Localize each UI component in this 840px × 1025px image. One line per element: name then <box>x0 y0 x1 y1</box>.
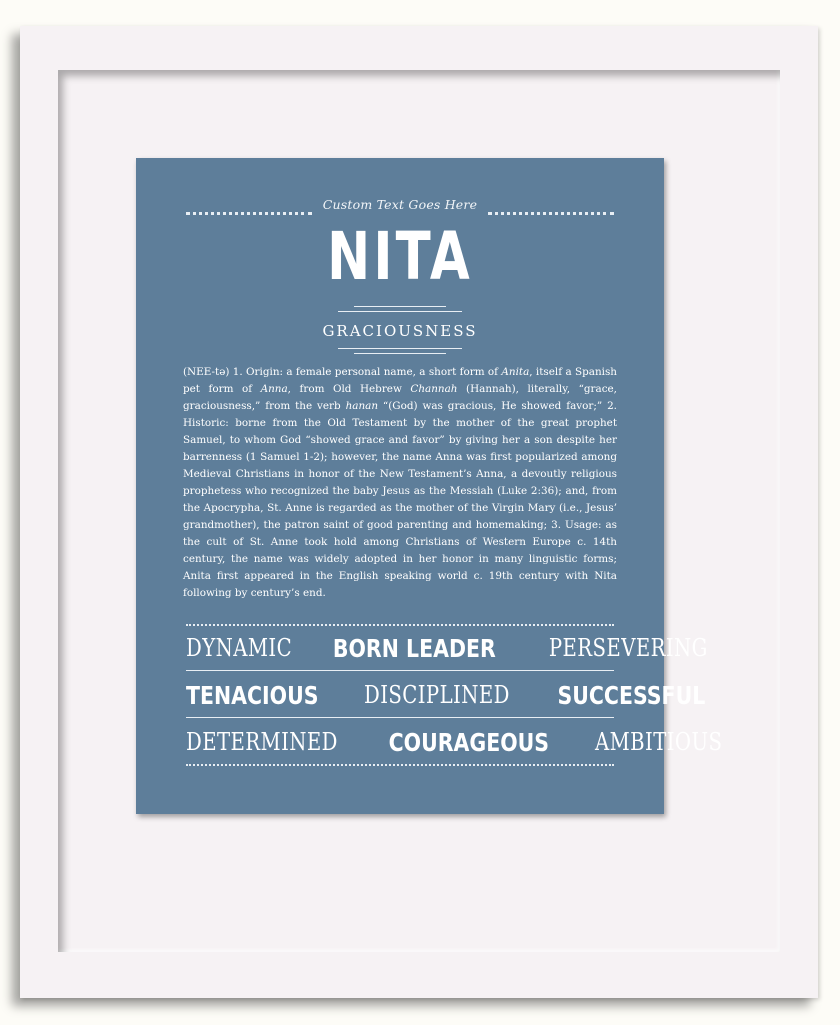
dotted-divider-traits-bottom <box>186 764 614 766</box>
definition-segment: (Hannah), literally, “grace, graciousness,” from the verb <box>183 383 617 412</box>
trait-word: COURAGEOUS <box>388 727 550 757</box>
custom-text: Custom Text Goes Here <box>322 197 478 212</box>
trait-word: BORN LEADER <box>333 633 497 663</box>
trait-word: DYNAMIC <box>186 634 293 662</box>
definition-segment: , from Old Hebrew <box>287 383 411 395</box>
definition-segment: Channah <box>410 383 458 395</box>
definition-segment: “(God) was gracious, He showed favor;” 2. Historic: borne from the Old Testament by the mother of the great prophet Samuel, to whom God “showed grace and favor” by giving her a son despite her barrenness (1 Samuel 1-2); however, the name Anna was first popularized among Medieval Christians in honor of the New Testament’s Anna, a devoutly religious prophetess who recognized the baby Jesus as the Messiah (Luke 2:36); and, from the Apocrypha, St. Anne is regarded as the mother of the Virgin Mary (i.e., Jesus’ grandmother), the patron saint of good parenting and homemaking; 3. Usage: as the cult of St. Anne took hold among Christians of Western Europe c. 14th century, the name was widely adopted in her honor in many linguistic forms; Anita first appeared in the English speaking world c. 19th century with Nita following by century’s end. <box>183 400 617 599</box>
dotted-divider-left <box>186 212 312 215</box>
rule-below-meaning <box>338 348 462 349</box>
trait-word: DETERMINED <box>186 728 338 756</box>
definition-segment: (NEE-tə) 1. Origin: a female personal name, a short form of <box>183 366 502 378</box>
trait-word: AMBITIOUS <box>594 728 723 756</box>
name-meaning: GRACIOUSNESS <box>322 322 478 340</box>
definition-segment: hanan <box>345 400 379 412</box>
rule-above-meaning <box>354 306 446 307</box>
trait-word: SUCCESSFUL <box>557 680 706 710</box>
name-print <box>136 158 723 814</box>
trait-word: PERSEVERING <box>548 634 708 662</box>
trait-rule-2 <box>186 717 614 718</box>
definition-segment: , itself a Spanish pet form of <box>183 366 617 395</box>
trait-word: DISCIPLINED <box>363 681 510 709</box>
dotted-divider-traits-top <box>186 624 614 626</box>
rule-below-meaning-2 <box>354 353 446 354</box>
traits-row-2 <box>186 677 706 713</box>
rule-above-meaning-2 <box>338 311 462 312</box>
traits-row-3 <box>186 724 723 760</box>
name-definition <box>183 364 617 602</box>
definition-segment: Anita <box>501 366 530 378</box>
name-title: NITA <box>327 218 473 295</box>
definition-segment: Anna <box>260 383 288 395</box>
traits-row-1 <box>186 630 708 666</box>
trait-word: TENACIOUS <box>186 680 319 710</box>
dotted-divider-right <box>488 212 614 215</box>
trait-rule-1 <box>186 670 614 671</box>
